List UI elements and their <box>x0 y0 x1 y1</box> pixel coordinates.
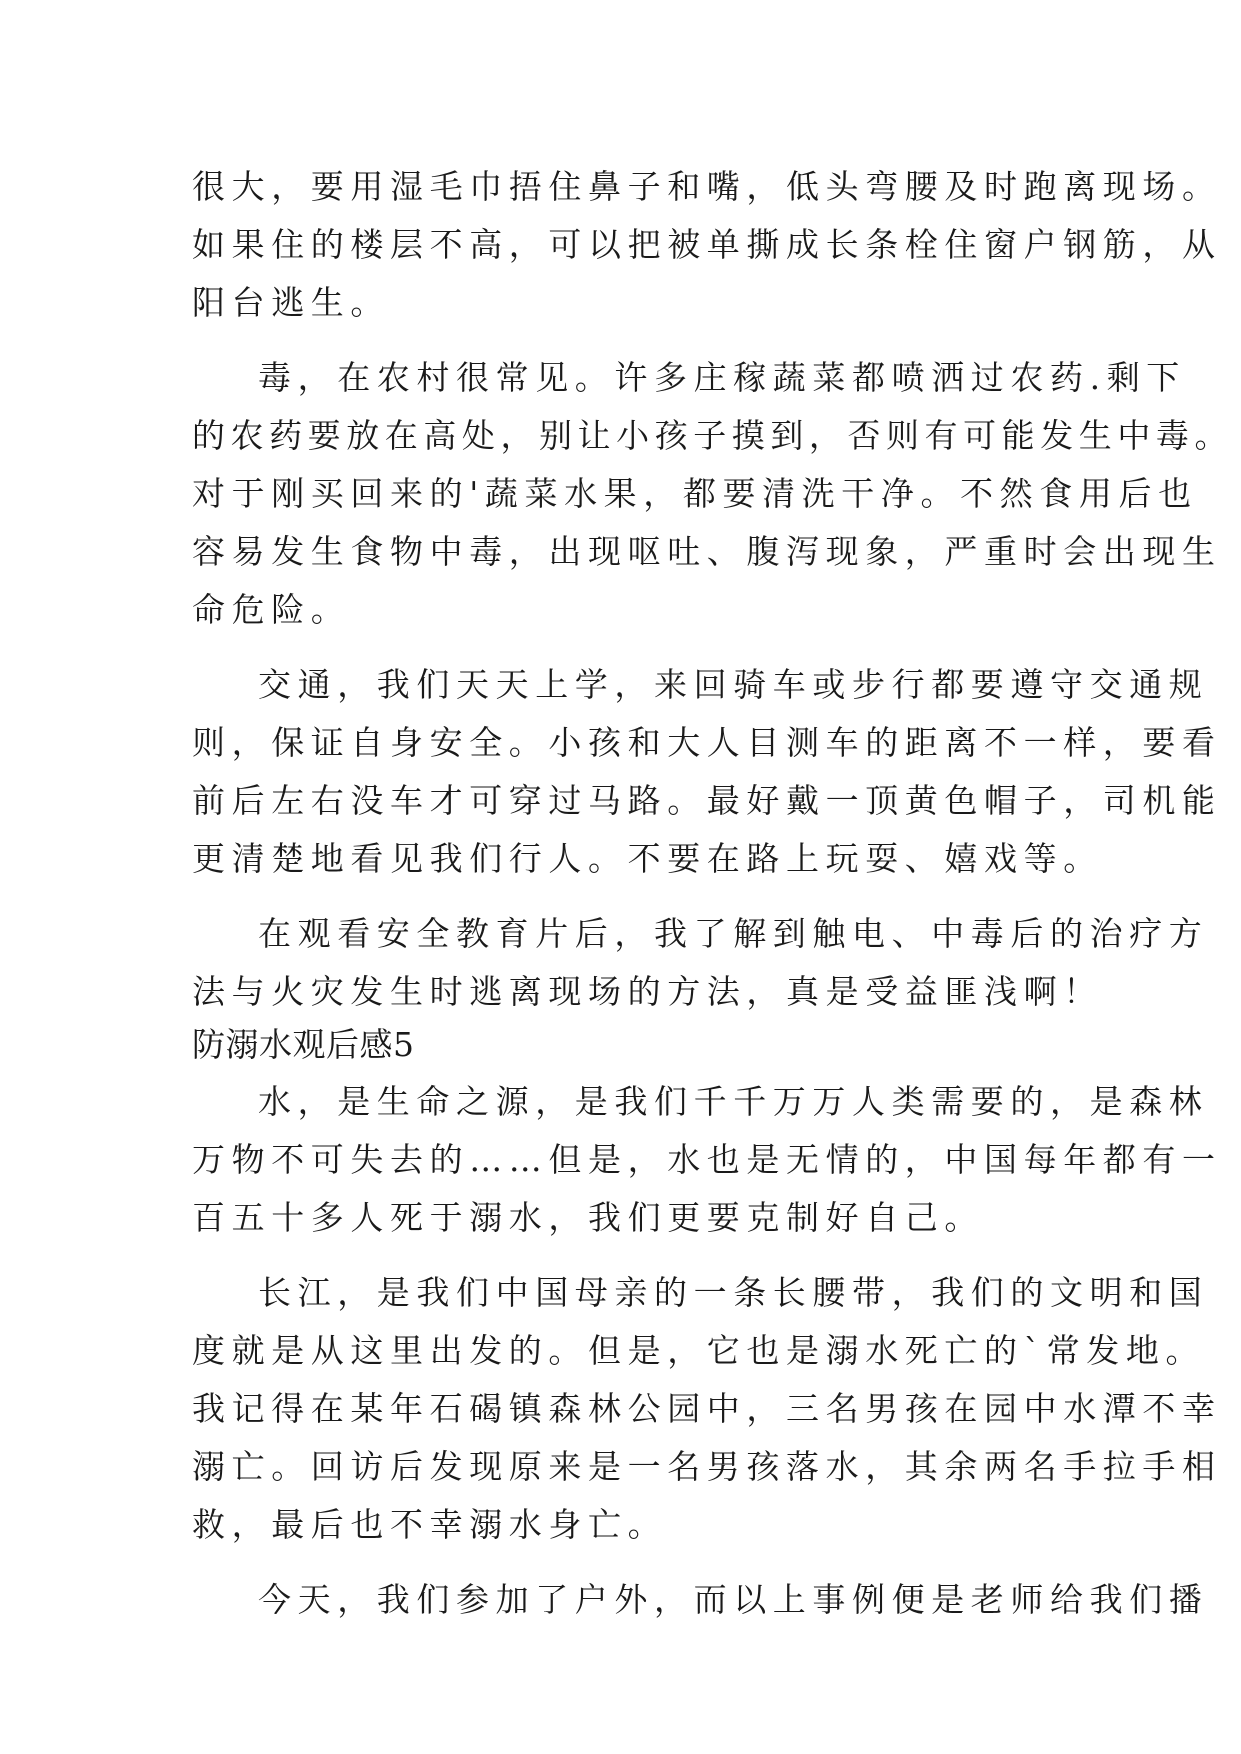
text-line: 百五十多人死于溺水，我们更要克制好自己。 <box>192 1198 984 1237</box>
text-line: 对于刚买回来的'蔬菜水果，都要清洗干净。不然食用后也 <box>192 474 1198 513</box>
text-line: 法与火灾发生时逃离现场的方法，真是受益匪浅啊！ <box>192 972 1103 1011</box>
paragraph-first-line: 今天，我们参加了户外，而以上事例便是老师给我们播 <box>258 1580 1209 1619</box>
paragraph-first-line: 长江，是我们中国母亲的一条长腰带，我们的文明和国 <box>258 1273 1209 1312</box>
text-line: 溺亡。回访后发现原来是一名男孩落水，其余两名手拉手相 <box>192 1447 1222 1486</box>
text-line: 万物不可失去的……但是，水也是无情的，中国每年都有一 <box>192 1140 1222 1179</box>
section-heading: 防溺水观后感5 <box>192 1025 415 1064</box>
text-line: 则，保证自身安全。小孩和大人目测车的距离不一样，要看 <box>192 723 1222 762</box>
paragraph-first-line: 交通，我们天天上学，来回骑车或步行都要遵守交通规 <box>258 665 1209 704</box>
paragraph-first-line: 水，是生命之源，是我们千千万万人类需要的，是森林 <box>258 1082 1209 1121</box>
text-line: 阳台逃生。 <box>192 283 390 322</box>
text-line: 救，最后也不幸溺水身亡。 <box>192 1505 668 1544</box>
text-line: 容易发生食物中毒，出现呕吐、腹泻现象，严重时会出现生 <box>192 532 1222 571</box>
text-line: 更清楚地看见我们行人。不要在路上玩耍、嬉戏等。 <box>192 839 1103 878</box>
text-line: 很大，要用湿毛巾捂住鼻子和嘴，低头弯腰及时跑离现场。 <box>192 167 1222 206</box>
paragraph-first-line: 在观看安全教育片后，我了解到触电、中毒后的治疗方 <box>258 914 1209 953</box>
text-line: 度就是从这里出发的。但是，它也是溺水死亡的`常发地。 <box>192 1331 1206 1370</box>
text-line: 的农药要放在高处，别让小孩子摸到，否则有可能发生中毒。 <box>192 416 1233 455</box>
text-line: 如果住的楼层不高，可以把被单撕成长条栓住窗户钢筋，从 <box>192 225 1222 264</box>
text-line: 我记得在某年石碣镇森林公园中，三名男孩在园中水潭不幸 <box>192 1389 1222 1428</box>
text-line: 前后左右没车才可穿过马路。最好戴一顶黄色帽子，司机能 <box>192 781 1222 820</box>
text-line: 命危险。 <box>192 590 351 629</box>
paragraph-first-line: 毒，在农村很常见。许多庄稼蔬菜都喷洒过农药.剩下 <box>258 358 1186 397</box>
